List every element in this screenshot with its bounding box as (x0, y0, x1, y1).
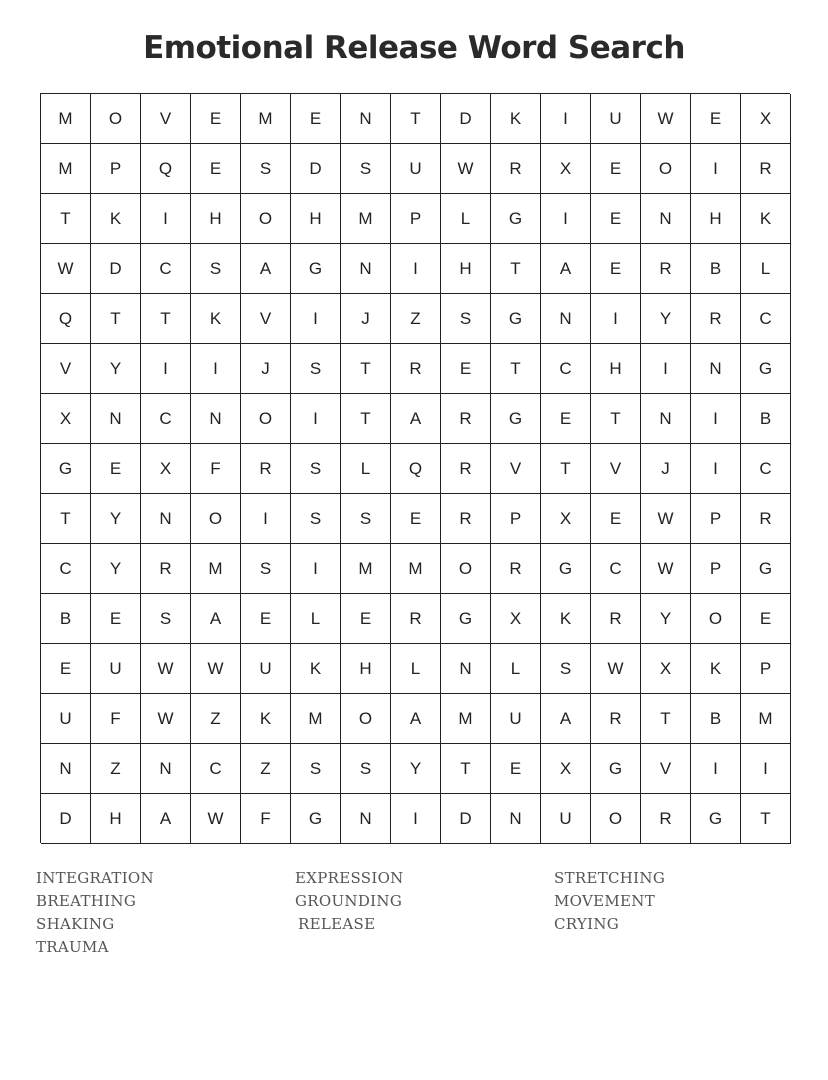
grid-cell: Y (641, 594, 691, 644)
grid-cell: K (691, 644, 741, 694)
grid-cell: T (41, 194, 91, 244)
grid-cell: O (691, 594, 741, 644)
grid-cell: X (141, 444, 191, 494)
grid-cell: R (441, 444, 491, 494)
grid-cell: M (41, 94, 91, 144)
grid-cell: P (691, 494, 741, 544)
grid-cell: P (691, 544, 741, 594)
grid-cell: I (291, 294, 341, 344)
grid-cell: I (391, 794, 441, 844)
grid-cell: G (41, 444, 91, 494)
word-list-item: EXPRESSION (295, 869, 404, 887)
grid-cell: Z (391, 294, 441, 344)
grid-cell: O (441, 544, 491, 594)
grid-cell: D (291, 144, 341, 194)
grid-cell: L (291, 594, 341, 644)
grid-cell: E (291, 94, 341, 144)
grid-cell: G (541, 544, 591, 594)
grid-cell: X (641, 644, 691, 694)
word-list-item: GROUNDING (295, 892, 403, 910)
grid-cell: O (191, 494, 241, 544)
word-list-item: RELEASE (298, 915, 376, 933)
grid-cell: P (91, 144, 141, 194)
word-list-item: STRETCHING (554, 869, 666, 887)
grid-cell: T (491, 344, 541, 394)
grid-cell: N (341, 794, 391, 844)
grid-cell: C (541, 344, 591, 394)
grid-cell: P (491, 494, 541, 544)
grid-cell: G (691, 794, 741, 844)
grid-cell: E (541, 394, 591, 444)
grid-cell: C (41, 544, 91, 594)
grid-cell: R (391, 594, 441, 644)
grid-cell: W (191, 794, 241, 844)
grid-cell: R (591, 694, 641, 744)
grid-cell: C (141, 394, 191, 444)
grid-cell: H (691, 194, 741, 244)
grid-cell: V (241, 294, 291, 344)
grid-cell: H (341, 644, 391, 694)
grid-cell: M (341, 194, 391, 244)
grid-cell: I (291, 394, 341, 444)
grid-cell: W (441, 144, 491, 194)
grid-cell: B (691, 244, 741, 294)
grid-cell: F (191, 444, 241, 494)
grid-cell: Z (91, 744, 141, 794)
grid-cell: P (741, 644, 791, 694)
grid-cell: S (341, 144, 391, 194)
grid-cell: D (441, 94, 491, 144)
grid-cell: I (541, 194, 591, 244)
word-list-item: INTEGRATION (36, 869, 154, 887)
grid-cell: T (541, 444, 591, 494)
word-list-item: TRAUMA (36, 938, 109, 956)
grid-cell: O (91, 94, 141, 144)
grid-cell: M (291, 694, 341, 744)
grid-cell: R (741, 494, 791, 544)
grid-cell: O (241, 194, 291, 244)
grid-cell: D (91, 244, 141, 294)
grid-cell: R (141, 544, 191, 594)
grid-cell: E (91, 444, 141, 494)
grid-cell: B (41, 594, 91, 644)
grid-cell: R (641, 794, 691, 844)
grid-cell: R (491, 544, 541, 594)
grid-cell: V (591, 444, 641, 494)
grid-cell: E (191, 144, 241, 194)
grid-cell: G (491, 194, 541, 244)
grid-cell: T (591, 394, 641, 444)
grid-cell: R (591, 594, 641, 644)
grid-cell: K (491, 94, 541, 144)
grid-cell: O (241, 394, 291, 444)
grid-cell: I (741, 744, 791, 794)
grid-cell: W (641, 544, 691, 594)
grid-cell: E (491, 744, 541, 794)
grid-cell: C (591, 544, 641, 594)
grid-cell: I (591, 294, 641, 344)
grid-cell: E (191, 94, 241, 144)
grid-cell: L (741, 244, 791, 294)
grid-cell: D (41, 794, 91, 844)
grid-cell: N (691, 344, 741, 394)
grid-cell: Q (391, 444, 441, 494)
grid-cell: R (691, 294, 741, 344)
grid-cell: N (541, 294, 591, 344)
grid-cell: A (391, 694, 441, 744)
grid-cell: I (691, 744, 741, 794)
grid-cell: C (141, 244, 191, 294)
grid-cell: G (741, 344, 791, 394)
grid-cell: K (291, 644, 341, 694)
grid-cell: U (491, 694, 541, 744)
grid-cell: N (641, 394, 691, 444)
grid-cell: N (341, 244, 391, 294)
grid-cell: K (541, 594, 591, 644)
grid-cell: R (441, 494, 491, 544)
grid-cell: E (441, 344, 491, 394)
grid-cell: T (641, 694, 691, 744)
grid-cell: K (191, 294, 241, 344)
grid-cell: L (491, 644, 541, 694)
grid-cell: Z (191, 694, 241, 744)
grid-cell: N (641, 194, 691, 244)
grid-cell: M (241, 94, 291, 144)
grid-cell: W (191, 644, 241, 694)
grid-cell: R (391, 344, 441, 394)
grid-cell: U (91, 644, 141, 694)
grid-cell: U (591, 94, 641, 144)
grid-cell: X (491, 594, 541, 644)
grid-cell: Y (641, 294, 691, 344)
grid-cell: N (341, 94, 391, 144)
grid-cell: S (291, 744, 341, 794)
grid-cell: W (41, 244, 91, 294)
grid-cell: O (591, 794, 641, 844)
grid-cell: E (741, 594, 791, 644)
grid-cell: G (291, 794, 341, 844)
grid-cell: U (41, 694, 91, 744)
grid-cell: Y (391, 744, 441, 794)
grid-cell: N (41, 744, 91, 794)
grid-cell: U (541, 794, 591, 844)
grid-cell: G (741, 544, 791, 594)
grid-cell: G (491, 294, 541, 344)
grid-cell: I (291, 544, 341, 594)
grid-cell: O (641, 144, 691, 194)
grid-cell: F (91, 694, 141, 744)
grid-cell: E (91, 594, 141, 644)
grid-cell: R (641, 244, 691, 294)
grid-cell: L (391, 644, 441, 694)
grid-cell: H (191, 194, 241, 244)
grid-cell: H (91, 794, 141, 844)
grid-cell: I (691, 144, 741, 194)
grid-cell: E (591, 494, 641, 544)
grid-cell: S (291, 494, 341, 544)
grid-cell: E (591, 194, 641, 244)
grid-cell: H (291, 194, 341, 244)
grid-cell: F (241, 794, 291, 844)
grid-cell: B (691, 694, 741, 744)
grid-cell: N (91, 394, 141, 444)
grid-cell: G (291, 244, 341, 294)
grid-cell: S (291, 344, 341, 394)
grid-cell: R (741, 144, 791, 194)
grid-cell: T (491, 244, 541, 294)
grid-cell: N (141, 494, 191, 544)
grid-cell: M (441, 694, 491, 744)
grid-cell: I (641, 344, 691, 394)
grid-cell: T (341, 394, 391, 444)
grid-cell: W (641, 94, 691, 144)
word-list-item: BREATHING (36, 892, 137, 910)
grid-cell: X (541, 494, 591, 544)
grid-cell: O (341, 694, 391, 744)
grid-cell: T (391, 94, 441, 144)
grid-cell: T (741, 794, 791, 844)
grid-cell: M (391, 544, 441, 594)
grid-cell: S (241, 544, 291, 594)
grid-cell: U (241, 644, 291, 694)
grid-cell: U (391, 144, 441, 194)
grid-cell: W (591, 644, 641, 694)
grid-cell: K (91, 194, 141, 244)
grid-cell: X (541, 144, 591, 194)
grid-cell: R (491, 144, 541, 194)
grid-cell: R (441, 394, 491, 444)
grid-cell: V (141, 94, 191, 144)
grid-cell: V (41, 344, 91, 394)
grid-cell: Q (41, 294, 91, 344)
grid-cell: A (391, 394, 441, 444)
grid-cell: G (591, 744, 641, 794)
grid-cell: L (441, 194, 491, 244)
grid-cell: Y (91, 544, 141, 594)
grid-cell: N (491, 794, 541, 844)
grid-cell: K (241, 694, 291, 744)
grid-cell: V (641, 744, 691, 794)
grid-cell: J (641, 444, 691, 494)
grid-cell: C (741, 294, 791, 344)
grid-cell: D (441, 794, 491, 844)
grid-cell: I (391, 244, 441, 294)
grid-cell: T (441, 744, 491, 794)
grid-cell: A (541, 694, 591, 744)
grid-cell: S (241, 144, 291, 194)
grid-cell: E (391, 494, 441, 544)
page-title: Emotional Release Word Search (143, 30, 685, 66)
grid-cell: P (391, 194, 441, 244)
grid-cell: G (441, 594, 491, 644)
grid-cell: A (241, 244, 291, 294)
grid-cell: W (141, 694, 191, 744)
grid-cell: N (441, 644, 491, 694)
grid-cell: S (141, 594, 191, 644)
grid-cell: E (591, 244, 641, 294)
grid-cell: G (491, 394, 541, 444)
grid-cell: Q (141, 144, 191, 194)
grid-cell: S (341, 494, 391, 544)
grid-cell: I (541, 94, 591, 144)
grid-cell: E (341, 594, 391, 644)
grid-cell: I (241, 494, 291, 544)
grid-cell: A (541, 244, 591, 294)
grid-cell: M (191, 544, 241, 594)
grid-cell: S (341, 744, 391, 794)
grid-cell: I (141, 344, 191, 394)
grid-cell: R (241, 444, 291, 494)
grid-cell: A (141, 794, 191, 844)
grid-cell: L (341, 444, 391, 494)
grid-cell: T (341, 344, 391, 394)
word-search-grid (40, 93, 790, 843)
grid-cell: S (541, 644, 591, 694)
grid-cell: I (691, 394, 741, 444)
grid-cell: X (741, 94, 791, 144)
grid-cell: N (191, 394, 241, 444)
grid-cell: J (241, 344, 291, 394)
grid-cell: X (541, 744, 591, 794)
grid-cell: A (191, 594, 241, 644)
grid-cell: S (291, 444, 341, 494)
grid-cell: T (41, 494, 91, 544)
grid-cell: H (591, 344, 641, 394)
grid-cell: Y (91, 494, 141, 544)
grid-cell: I (691, 444, 741, 494)
grid-cell: T (141, 294, 191, 344)
grid-cell: J (341, 294, 391, 344)
grid-cell: B (741, 394, 791, 444)
grid-cell: M (41, 144, 91, 194)
grid-cell: E (41, 644, 91, 694)
grid-cell: M (341, 544, 391, 594)
grid-cell: S (191, 244, 241, 294)
grid-cell: N (141, 744, 191, 794)
grid-cell: C (191, 744, 241, 794)
grid-cell: V (491, 444, 541, 494)
word-list-item: CRYING (554, 915, 620, 933)
grid-cell: K (741, 194, 791, 244)
grid-cell: Z (241, 744, 291, 794)
grid-cell: C (741, 444, 791, 494)
grid-cell: W (141, 644, 191, 694)
grid-cell: Y (91, 344, 141, 394)
grid-cell: H (441, 244, 491, 294)
grid-cell: E (591, 144, 641, 194)
grid-cell: M (741, 694, 791, 744)
word-list-item: SHAKING (36, 915, 115, 933)
grid-cell: E (241, 594, 291, 644)
grid-cell: X (41, 394, 91, 444)
grid-cell: I (191, 344, 241, 394)
word-list-item: MOVEMENT (554, 892, 656, 910)
grid-cell: E (691, 94, 741, 144)
grid-cell: T (91, 294, 141, 344)
grid-cell: I (141, 194, 191, 244)
grid-cell: S (441, 294, 491, 344)
grid-cell: W (641, 494, 691, 544)
